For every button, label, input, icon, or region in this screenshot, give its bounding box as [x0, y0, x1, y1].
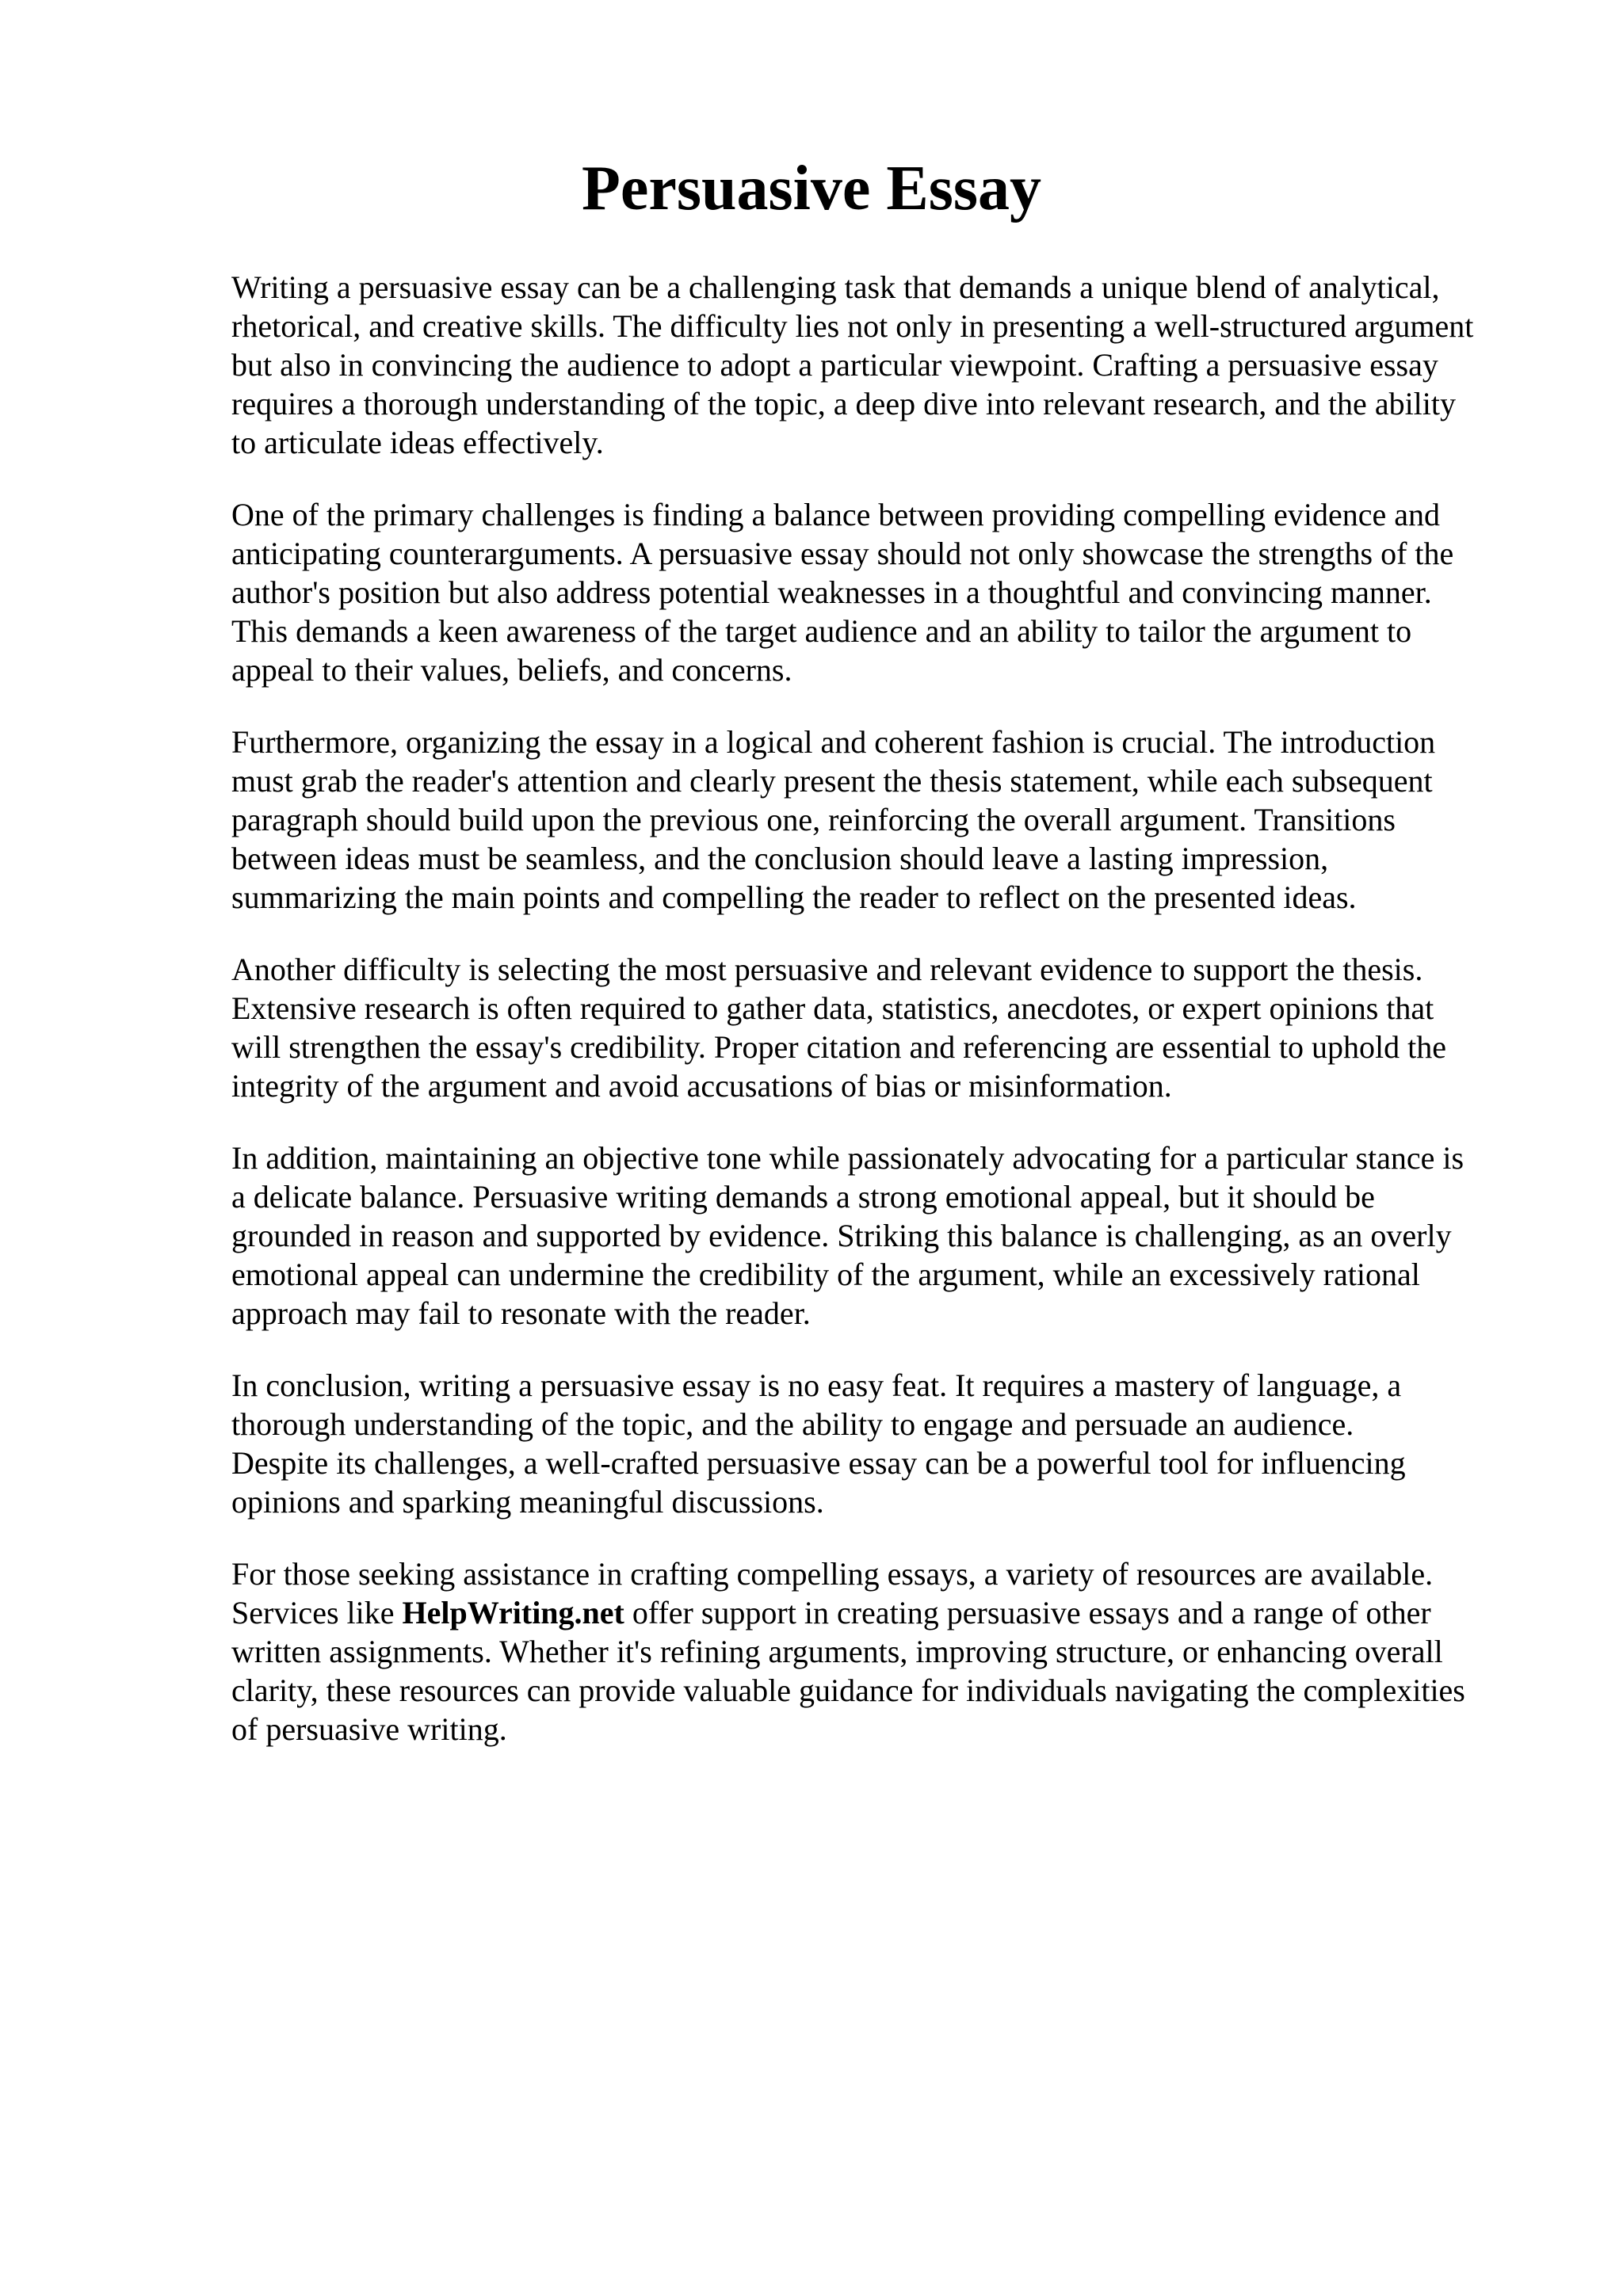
text-line-with-brand — [231, 1593, 1531, 1632]
paragraph-intro — [231, 268, 1531, 462]
text-line: a delicate balance. Persuasive writing demands a strong emotional appeal, but it should be — [231, 1179, 1375, 1215]
text-line: written assignments. Whether it's refining arguments, improving structure, or enhancing overall — [231, 1634, 1443, 1669]
brand-name: HelpWriting.net — [402, 1595, 624, 1630]
text-line: This demands a keen awareness of the target audience and an ability to tailor the argument to — [231, 613, 1412, 649]
text-line: of persuasive writing. — [231, 1711, 507, 1747]
text-segment: Services like — [231, 1595, 403, 1630]
text-line: Extensive research is often required to gather data, statistics, anecdotes, or expert opinions that — [231, 990, 1434, 1026]
text-line: clarity, these resources can provide valuable guidance for individuals navigating the complexities — [231, 1672, 1465, 1708]
paragraph-tone — [231, 1138, 1531, 1333]
text-line: For those seeking assistance in crafting compelling essays, a variety of resources are available. — [231, 1556, 1434, 1592]
essay-body — [231, 268, 1531, 1782]
text-line: One of the primary challenges is finding a balance between providing compelling evidence and — [231, 497, 1441, 532]
text-line: rhetorical, and creative skills. The difficulty lies not only in presenting a well-structured argument — [231, 308, 1474, 344]
text-line: paragraph should build upon the previous one, reinforcing the overall argument. Transitions — [231, 802, 1396, 837]
text-line: must grab the reader's attention and clearly present the thesis statement, while each subsequent — [231, 763, 1433, 799]
paragraph-challenges — [231, 495, 1531, 689]
text-line: grounded in reason and supported by evidence. Striking this balance is challenging, as an overly — [231, 1218, 1452, 1253]
text-line: appeal to their values, beliefs, and concerns. — [231, 652, 792, 688]
text-line: Writing a persuasive essay can be a challenging task that demands a unique blend of analytical, — [231, 269, 1440, 305]
text-line: integrity of the argument and avoid accusations of bias or misinformation. — [231, 1068, 1172, 1104]
text-line: anticipating counterarguments. A persuasive essay should not only showcase the strengths of the — [231, 536, 1454, 571]
paragraph-resources — [231, 1554, 1531, 1749]
text-line: opinions and sparking meaningful discussions. — [231, 1484, 824, 1520]
paragraph-organization — [231, 723, 1531, 917]
text-line: thorough understanding of the topic, and the ability to engage and persuade an audience. — [231, 1406, 1354, 1442]
text-line: but also in convincing the audience to adopt a particular viewpoint. Crafting a persuasive essay — [231, 347, 1438, 383]
text-line: summarizing the main points and compelling the reader to reflect on the presented ideas. — [231, 879, 1357, 915]
text-line: approach may fail to resonate with the reader. — [231, 1295, 811, 1331]
text-line: to articulate ideas effectively. — [231, 425, 604, 460]
text-line: emotional appeal can undermine the credibility of the argument, while an excessively rational — [231, 1257, 1420, 1292]
text-line: Despite its challenges, a well-crafted persuasive essay can be a powerful tool for influencing — [231, 1445, 1406, 1481]
text-line: Another difficulty is selecting the most persuasive and relevant evidence to support the thesis. — [231, 952, 1423, 987]
paragraph-conclusion — [231, 1366, 1531, 1521]
text-line: author's position but also address potential weaknesses in a thoughtful and convincing manner. — [231, 574, 1432, 610]
text-line: will strengthen the essay's credibility. Proper citation and referencing are essential to uphold the — [231, 1029, 1447, 1065]
page-title: Persuasive Essay — [582, 154, 1041, 223]
text-line: In addition, maintaining an objective tone while passionately advocating for a particular stance is — [231, 1140, 1465, 1176]
text-line: between ideas must be seamless, and the conclusion should leave a lasting impression, — [231, 841, 1329, 876]
paragraph-evidence — [231, 950, 1531, 1105]
text-line: In conclusion, writing a persuasive essay is no easy feat. It requires a mastery of language, a — [231, 1367, 1402, 1403]
text-line: Furthermore, organizing the essay in a logical and coherent fashion is crucial. The introduction — [231, 724, 1436, 760]
text-segment: offer support in creating persuasive essays and a range of other — [624, 1595, 1431, 1630]
text-line: requires a thorough understanding of the topic, a deep dive into relevant research, and the ability — [231, 386, 1457, 421]
